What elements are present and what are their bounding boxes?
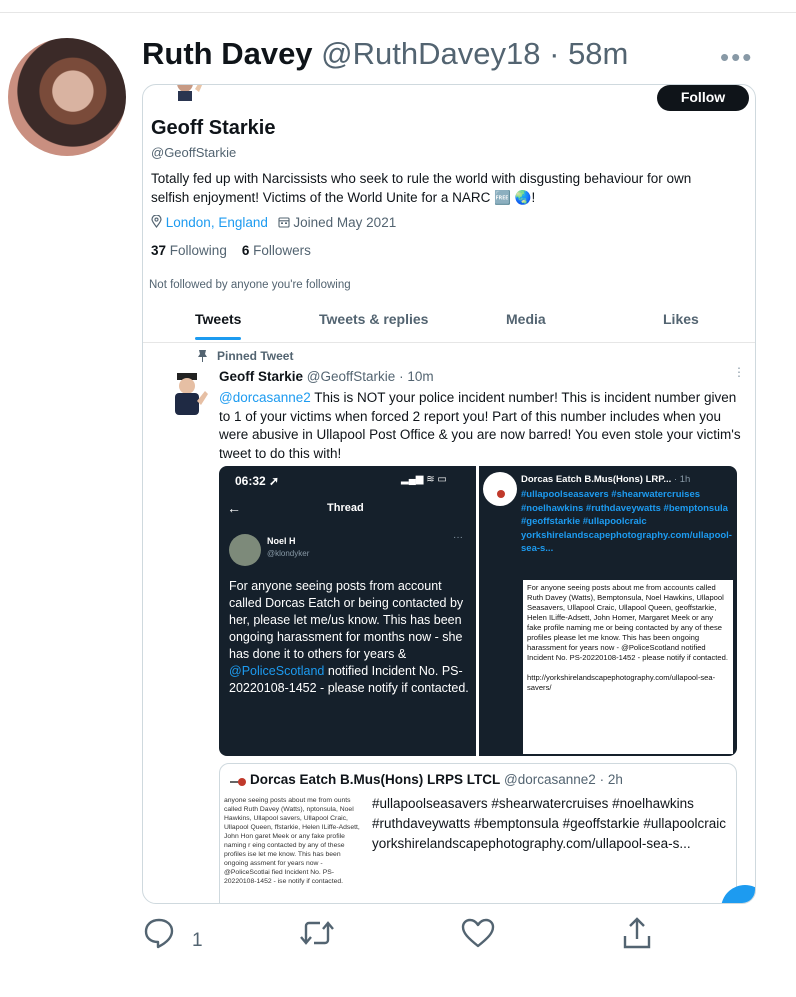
like-icon[interactable] (460, 916, 496, 955)
header-separator: · (549, 36, 560, 71)
author-handle[interactable]: @RuthDavey18 (321, 36, 541, 71)
tweet-header (142, 36, 628, 72)
quoted-tweet-header: Dorcas Eatch B.Mus(Hons) LRPS LTCL @dorcasanne2 · 2h (250, 772, 623, 787)
following-label[interactable]: Following (169, 243, 227, 258)
pinned-tweet-avatar[interactable] (169, 371, 211, 419)
noel-avatar (229, 534, 261, 566)
pinned-tweet-header: Geoff Starkie @GeoffStarkie · 10m (219, 369, 434, 384)
more-horizontal-icon[interactable]: ••• (720, 42, 754, 72)
noel-tweet-text: For anyone seeing posts from account called Dorcas Eatch or being contacted by her, please let me/us know. This has been ongoing harassment for months now - she has done it to others for years & @PoliceScotland notified Incident No. PS-20220108-1452 - please notify if contacted. (229, 579, 469, 695)
tab-media[interactable]: Media (506, 311, 546, 327)
pinned-tweet-text (219, 389, 743, 463)
reply-count: 1 (192, 930, 203, 951)
follow-button[interactable]: Follow (657, 85, 749, 111)
phone-time: 06:32 ➚ (235, 474, 280, 488)
pinned-author-handle[interactable]: @GeoffStarkie (306, 369, 396, 384)
followers-count[interactable]: 6 (241, 243, 250, 258)
thread-title: Thread (327, 502, 364, 514)
profile-name: Geoff Starkie (151, 117, 276, 139)
location-icon (151, 215, 166, 230)
quoted-time[interactable]: 2h (607, 772, 623, 787)
pinned-tweet-body: This is NOT your police incident number! This is incident number given to 1 of your victims when forced 2 report you! Part of this number includes when you were abusive in Ullapool Post Office & you are now barred! You even stole your victim's tweet to do this with! (219, 390, 741, 461)
profile-avatar-fragment (173, 84, 207, 101)
calendar-icon (272, 215, 294, 230)
profile-location[interactable]: London, England (165, 215, 268, 230)
quoted-author-name[interactable]: Dorcas Eatch B.Mus(Hons) LRPS LTCL (250, 772, 501, 787)
profile-stats (151, 243, 311, 258)
profile-joined: Joined May 2021 (293, 215, 397, 230)
profile-meta (151, 215, 396, 230)
pin-icon (197, 349, 208, 367)
following-count[interactable]: 37 (151, 243, 167, 258)
tweet-time[interactable]: 58m (568, 36, 629, 71)
pinned-more-icon[interactable]: ⋮ (733, 365, 745, 379)
tab-tweets[interactable]: Tweets (195, 311, 242, 327)
back-arrow-icon: ← (227, 500, 241, 516)
tab-tweets-replies[interactable]: Tweets & replies (319, 311, 429, 327)
mention-link[interactable]: @dorcasanne2 (219, 390, 311, 405)
dorcas-avatar (483, 472, 517, 506)
noel-name: Noel H (267, 536, 296, 546)
reply-icon[interactable] (142, 916, 176, 955)
location-arrow-icon: ➚ (269, 474, 280, 488)
dorcas-hashtags: #ullapoolseasavers #shearwatercruises #noelhawkins #ruthdaveywatts #bemptonsula #geoffstarkie #ullapoolcraic yorkshirelandscapephotography.com/ullapool-sea-s... (521, 489, 732, 554)
phone-status-icons: ▂▄▆ ≋ ▭ (401, 474, 447, 485)
dorcas-header: Dorcas Eatch B.Mus(Hons) LRP... · 1h (521, 474, 691, 485)
quoted-author-handle[interactable]: @dorcasanne2 (504, 772, 596, 787)
active-tab-indicator (195, 337, 241, 340)
screenshot-more-icon: ··· (453, 532, 463, 543)
share-icon[interactable] (620, 916, 654, 957)
author-name[interactable]: Ruth Davey (142, 36, 313, 71)
tabs-divider (143, 342, 756, 343)
tweet-actions (0, 916, 796, 964)
retweet-icon[interactable] (298, 916, 336, 955)
profile-screenshot-card[interactable] (142, 84, 756, 904)
profile-bio: Totally fed up with Narcissists who seek to rule the world with disgusting behaviour for own selfish enjoyment! Victims of the World Unite for a NARC 🆓 🌏! (151, 171, 692, 205)
pinned-time[interactable]: 10m (407, 369, 434, 384)
pinned-author-name[interactable]: Geoff Starkie (219, 369, 304, 384)
quoted-tweet-text: #ullapoolseasavers #shearwatercruises #noelhawkins #ruthdaveywatts #bemptonsula #geoffstarkie #ullapoolcraic yorkshirelandscapephotography.com/ullapool-sea-s... (372, 796, 726, 851)
not-followed-notice: Not followed by anyone you're following (149, 279, 351, 291)
top-divider (0, 12, 796, 13)
quoted-tweet[interactable] (219, 763, 737, 904)
quoted-image[interactable]: anyone seeing posts about me from ounts called Ruth Davey (Watts), nptonsula, Noel Hawkins, Ullapool savers, Ullapool Craic, Ullapool Queen, ffstarkie, Helen ILiffe-Adsett, John Hon garet Meek or any fake profile naming r eing contacted by any of these profiles ise let me know. This has been ongoing assment for years now - @PoliceScotlai fied Incident No. PS-20220108-1452 - ise notify if contacted. (224, 797, 360, 885)
profile-handle: @GeoffStarkie (151, 145, 237, 160)
followers-label[interactable]: Followers (253, 243, 311, 258)
dorcas-notice-image: For anyone seeing posts about me from accounts called Ruth Davey (Watts), Bemptonsula, Noel Hawkins, Ullapool Seasavers, Ullapool Craic, Ullapool Queen, geoffstarkie, Helen ILiffe-Adsett, John Homer, Margaret Meek or any fake profile naming me or being contacted by any of these profiles please let me know. This has been ongoing harassment for years now - @PoliceScotland notified Incident No. PS-20220108-1452 - please notify if contacted. http://yorkshirelandscapephotography.com/ullapool-sea-savers/ (523, 580, 733, 754)
noel-handle: @klondyker (267, 549, 310, 558)
tab-likes[interactable]: Likes (663, 311, 699, 327)
police-mention: @PoliceScotland (229, 664, 325, 678)
author-avatar[interactable] (8, 38, 126, 156)
attached-image-right[interactable] (479, 466, 737, 756)
quote-avatar-icon (230, 774, 246, 784)
pinned-label: Pinned Tweet (217, 349, 294, 363)
attached-image-left[interactable] (219, 466, 476, 756)
